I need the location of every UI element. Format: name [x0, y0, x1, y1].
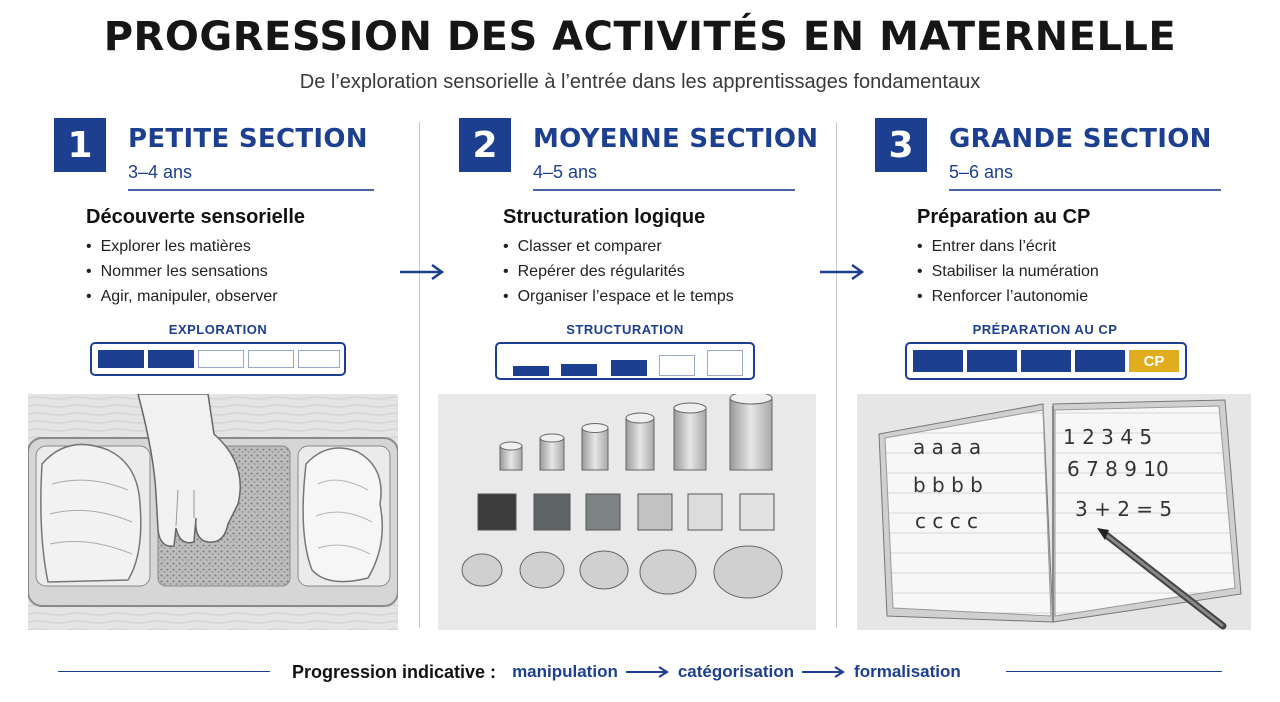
footer-stage: formalisation — [854, 662, 961, 681]
bullet-item: • Nommer les sensations — [86, 263, 278, 288]
progress-segment — [1075, 350, 1125, 372]
letter-a-row: a a a a — [913, 435, 982, 459]
page-title: PROGRESSION DES ACTIVITÉS EN MATERNELLE — [103, 14, 1177, 60]
section-heading: Structuration logique — [503, 206, 706, 228]
progress-bar-exploration — [90, 342, 346, 376]
bullet-item: • Organiser l’espace et le temps — [503, 288, 734, 313]
arrow-right-icon — [398, 262, 446, 282]
footer-rule-left — [58, 671, 270, 672]
progress-segment — [611, 360, 647, 376]
bullet-list — [917, 238, 1099, 313]
progress-segment — [148, 350, 194, 368]
progress-bar-preparation — [905, 342, 1187, 380]
section-petite — [54, 118, 434, 638]
progress-segment — [248, 350, 294, 368]
wooden-blocks-illustration — [438, 394, 816, 630]
bullet-item: • Renforcer l’autonomie — [917, 288, 1099, 313]
section-age: 3–4 ans — [128, 162, 193, 182]
bullet-item: • Explorer les matières — [86, 238, 278, 263]
bullet-list — [503, 238, 734, 313]
footer-lead: Progression indicative : — [292, 661, 497, 682]
section-name: MOYENNE SECTION — [533, 124, 819, 154]
section-underline — [533, 189, 795, 191]
bullet-item: • Agir, manipuler, observer — [86, 288, 278, 313]
equation: 3 + 2 = 5 — [1075, 497, 1173, 521]
numbers-row-1: 1 2 3 4 5 — [1063, 425, 1153, 449]
letter-c-row: c c c c — [915, 509, 979, 533]
progress-segment — [198, 350, 244, 368]
progress-segment — [298, 350, 340, 368]
progress-segment — [513, 366, 549, 376]
footer-progression — [292, 659, 961, 685]
section-number-badge: 1 — [54, 118, 106, 172]
bullet-list — [86, 238, 278, 313]
section-underline — [128, 189, 374, 191]
bullet-item: • Classer et comparer — [503, 238, 734, 263]
progress-segment-cp: CP — [1129, 350, 1179, 372]
progress-segment — [913, 350, 963, 372]
page-subtitle: De l’exploration sensorielle à l’entrée dans les apprentissages fondamentaux — [299, 71, 981, 93]
progress-segment — [659, 355, 695, 376]
footer-rule-right — [1006, 671, 1222, 672]
section-age: 4–5 ans — [533, 162, 598, 182]
section-age: 5–6 ans — [949, 162, 1014, 182]
sensory-tray-illustration — [28, 394, 398, 630]
progress-segment — [1021, 350, 1071, 372]
bullet-item: • Stabiliser la numération — [917, 263, 1099, 288]
notebook-illustration — [857, 394, 1251, 630]
footer-stage: catégorisation — [677, 662, 795, 681]
progress-bar-structuration — [495, 342, 755, 380]
section-grande — [875, 118, 1255, 638]
progress-label: EXPLORATION — [168, 322, 268, 337]
section-number-badge: 2 — [459, 118, 511, 172]
section-moyenne — [459, 118, 839, 638]
numbers-row-2: 6 7 8 9 10 — [1067, 457, 1169, 481]
bullet-item: • Entrer dans l’écrit — [917, 238, 1099, 263]
section-heading: Découverte sensorielle — [86, 206, 305, 228]
section-name: GRANDE SECTION — [949, 124, 1212, 154]
footer-stage: manipulation — [512, 662, 618, 681]
section-underline — [949, 189, 1221, 191]
bullet-item: • Repérer des régularités — [503, 263, 734, 288]
progress-label: PRÉPARATION AU CP — [972, 322, 1118, 337]
section-number-badge: 3 — [875, 118, 927, 172]
progress-segment — [561, 364, 597, 376]
arrow-right-icon — [626, 665, 670, 679]
arrow-right-icon — [818, 262, 866, 282]
arrow-right-icon — [802, 665, 846, 679]
letter-b-row: b b b b — [913, 473, 983, 497]
progress-segment — [707, 350, 743, 376]
section-name: PETITE SECTION — [128, 124, 368, 154]
section-heading: Préparation au CP — [917, 206, 1091, 228]
progress-label: STRUCTURATION — [566, 322, 684, 337]
progress-segment — [967, 350, 1017, 372]
progress-segment — [98, 350, 144, 368]
